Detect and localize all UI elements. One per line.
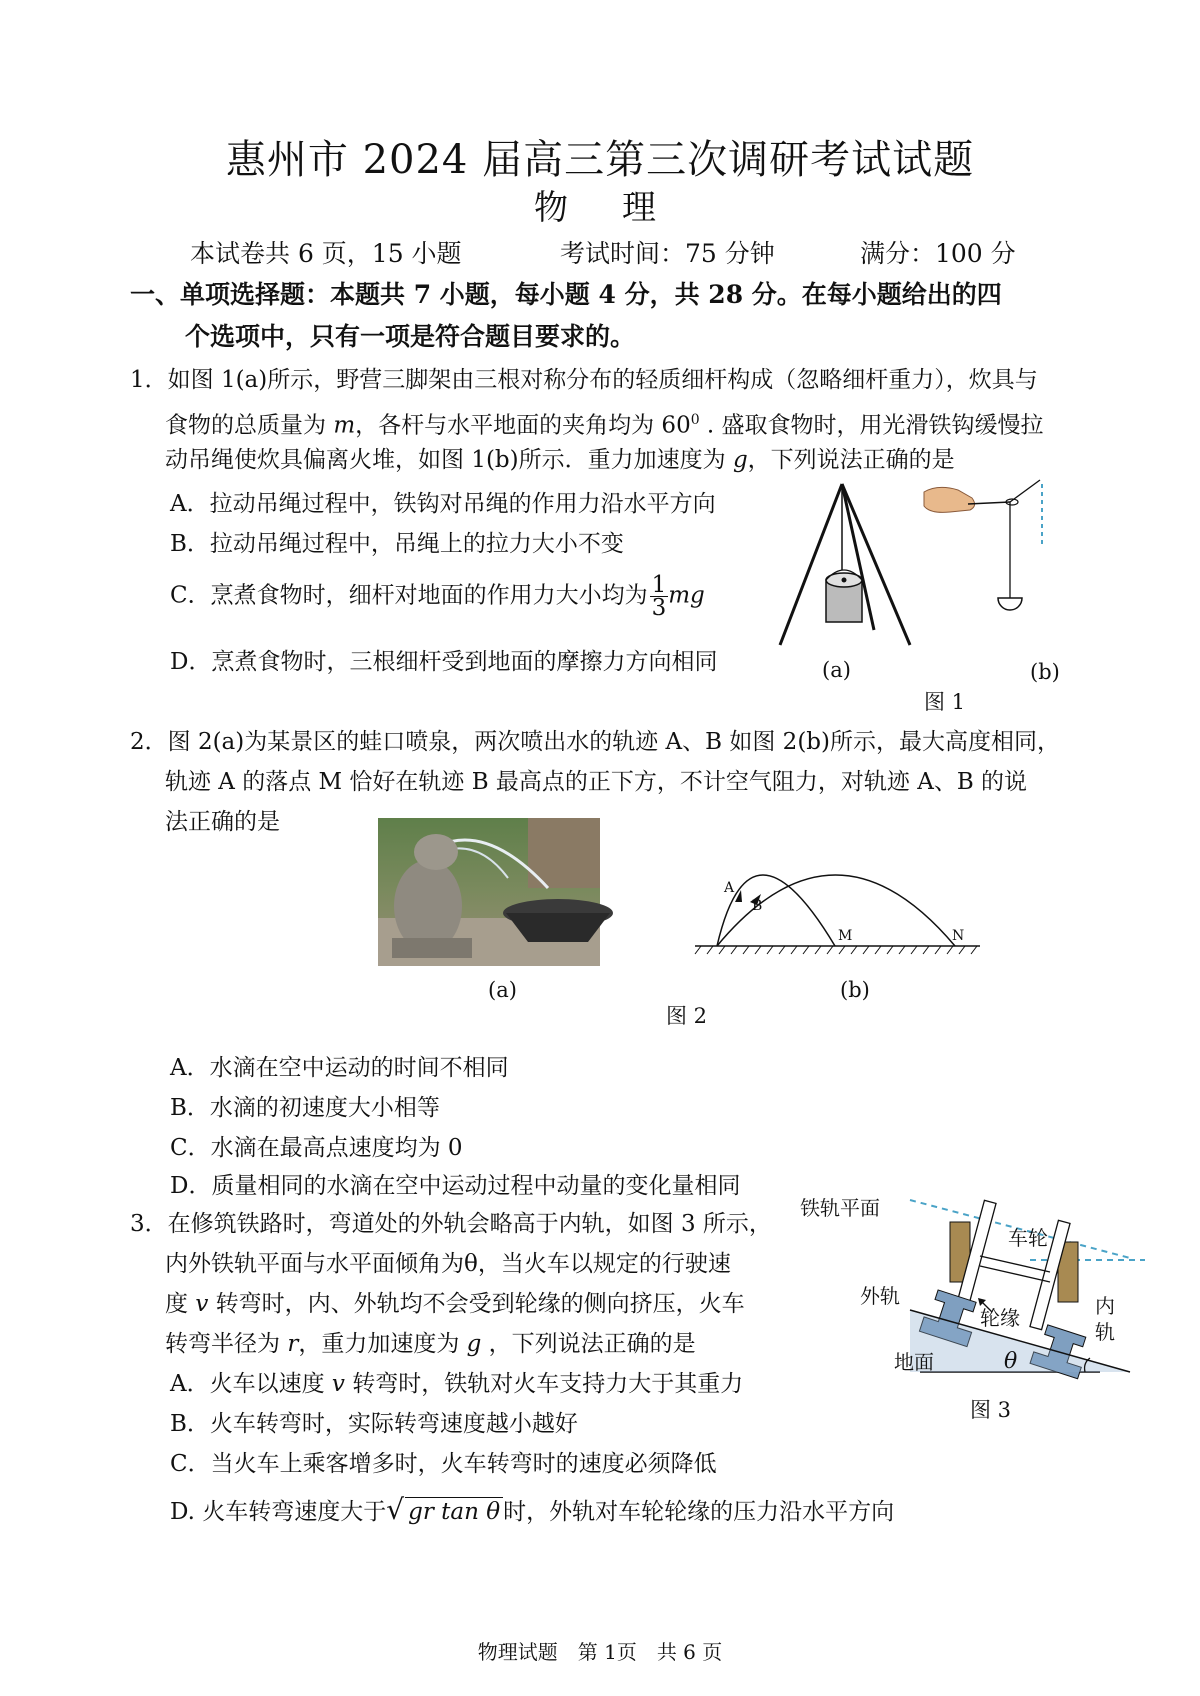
q3-stem-line2: 内外铁轨平面与水平面倾角为θ，当火车以规定的行驶速 bbox=[165, 1251, 731, 1277]
trajectory-label-b: B bbox=[752, 898, 763, 914]
figure-2-caption: 图 2 bbox=[666, 1004, 708, 1028]
q1-stem-line1: 1．如图 1(a)所示，野营三脚架由三根对称分布的轻质细杆构成（忽略细杆重力），炊具与 bbox=[130, 367, 1038, 393]
exam-info-score: 满分：100 分 bbox=[860, 239, 1016, 268]
label-rail-plane: 铁轨平面 bbox=[800, 1196, 880, 1220]
exam-info-time: 考试时间：75 分钟 bbox=[560, 239, 775, 268]
figure-1-caption: 图 1 bbox=[924, 690, 966, 714]
label-inner-rail-2: 轨 bbox=[1095, 1320, 1115, 1344]
figure-2b-label: (b) bbox=[840, 978, 870, 1002]
q1-stem-line3: 动吊绳使炊具偏离火堆，如图 1(b)所示．重力加速度为 g，下列说法正确的是 bbox=[165, 447, 955, 473]
q2-option-c: C．水滴在最高点速度均为 0 bbox=[170, 1135, 463, 1161]
label-theta: θ bbox=[1004, 1349, 1018, 1374]
q2-option-d: D．质量相同的水滴在空中运动过程中动量的变化量相同 bbox=[170, 1173, 741, 1199]
figure-2a-label: (a) bbox=[488, 978, 517, 1002]
page-footer: 物理试题 第 1页 共 6 页 bbox=[477, 1640, 723, 1664]
q3-stem-line3: 度 v 转弯时，内、外轨均不会受到轮缘的侧向挤压，火车 bbox=[165, 1291, 745, 1317]
label-flange: 轮缘 bbox=[980, 1306, 1020, 1330]
label-outer-rail: 外轨 bbox=[860, 1284, 900, 1308]
q1-stem-line2: 食物的总质量为 m，各杆与水平地面的夹角均为 $60^0$ . 盛取食物时，用光滑铁钩缓慢拉 bbox=[165, 412, 1044, 439]
figure-2b-trajectories bbox=[695, 840, 980, 970]
figure-1a-label: (a) bbox=[822, 658, 851, 682]
section-heading: 一、单项选择题：本题共 7 小题，每小题 4 分，共 28 分。在每小题给出的四 bbox=[130, 280, 1002, 309]
q1-option-d: D．烹煮食物时，三根细杆受到地面的摩擦力方向相同 bbox=[170, 649, 718, 675]
q2-stem-line3: 法正确的是 bbox=[165, 809, 280, 835]
label-wheel: 车轮 bbox=[1008, 1226, 1048, 1250]
q3-option-b: B．火车转弯时，实际转弯速度越小越好 bbox=[170, 1411, 578, 1437]
q2-option-b: B．水滴的初速度大小相等 bbox=[170, 1095, 440, 1121]
q3-stem-line4: 转弯半径为 r，重力加速度为 g ，下列说法正确的是 bbox=[165, 1331, 696, 1357]
landing-point-m: M bbox=[838, 928, 853, 944]
q3-option-a: A．火车以速度 v 转弯时，铁轨对火车支持力大于其重力 bbox=[170, 1371, 744, 1397]
q3-stem-line1: 3．在修筑铁路时，弯道处的外轨会略高于内轨，如图 3 所示， bbox=[130, 1211, 772, 1237]
exam-title: 惠州市 2024 届高三第三次调研考试试题 bbox=[225, 137, 975, 183]
landing-point-n: N bbox=[952, 928, 965, 944]
figure-1a-tripod bbox=[770, 480, 930, 650]
exam-info-pages: 本试卷共 6 页，15 小题 bbox=[190, 239, 462, 268]
q1-option-c: C．烹煮食物时，细杆对地面的作用力大小均为 $\frac{1}{3}$ mg bbox=[170, 572, 705, 621]
q2-stem-line1: 2．图 2(a)为某景区的蛙口喷泉，两次喷出水的轨迹 A、B 如图 2(b)所示，最大高度相同， bbox=[130, 729, 1060, 755]
figure-1b-label: (b) bbox=[1030, 660, 1060, 684]
q2-option-a: A．水滴在空中运动的时间不相同 bbox=[170, 1055, 509, 1081]
q1-option-a: A．拉动吊绳过程中，铁钩对吊绳的作用力沿水平方向 bbox=[170, 491, 716, 517]
q3-option-d: D. 火车转弯速度大于√ gr tan θ 时，外轨对车轮轮缘的压力沿水平方向 bbox=[170, 1493, 895, 1526]
section-heading-cont: 个选项中，只有一项是符合题目要求的。 bbox=[185, 322, 636, 351]
q3-option-c: C．当火车上乘客增多时，火车转弯时的速度必须降低 bbox=[170, 1451, 717, 1477]
label-ground: 地面 bbox=[894, 1350, 934, 1374]
q1-option-b: B．拉动吊绳过程中，吊绳上的拉力大小不变 bbox=[170, 531, 624, 557]
figure-3-caption: 图 3 bbox=[970, 1398, 1012, 1422]
figure-1b-hook bbox=[920, 478, 1060, 658]
label-inner-rail-1: 内 bbox=[1095, 1294, 1115, 1318]
trajectory-label-a: A bbox=[724, 880, 735, 896]
q2-stem-line2: 轨迹 A 的落点 M 恰好在轨迹 B 最高点的正下方，不计空气阻力，对轨迹 A、B 的说 bbox=[165, 769, 1028, 795]
figure-2a-fountain-photo bbox=[378, 818, 600, 966]
subject-title: 物 理 bbox=[534, 188, 666, 228]
